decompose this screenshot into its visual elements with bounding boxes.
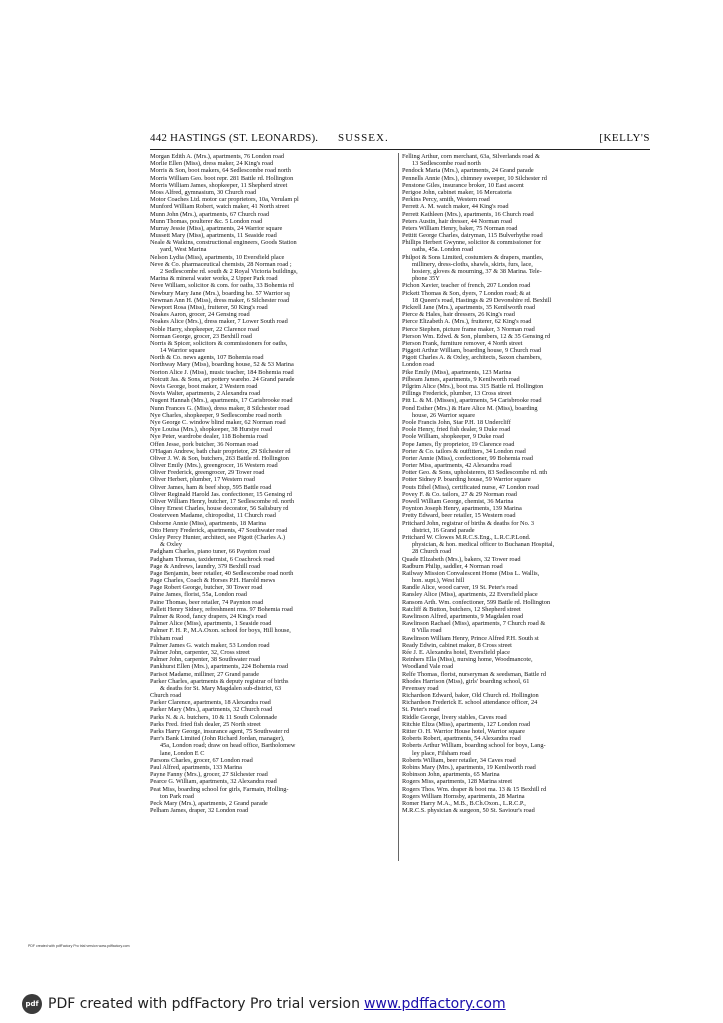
directory-entry: M.R.C.S. physician & surgeon, 50 St. Saviour's road (402, 807, 535, 815)
directory-entry: St. Peter's road (402, 706, 440, 714)
directory-entry: Randle Alice, wood carver, 19 St. Peter's road (402, 584, 518, 592)
directory-entry: Payne Fanny (Mrs.), grocer, 27 Silchester road (150, 771, 268, 779)
directory-entry: physician, & hon. medical officer to Buchanan Hospital, (412, 541, 555, 549)
directory-entry: O'Hagan Andrew, bath chair proprietor, 29 Silchester rd (150, 447, 291, 455)
directory-entry: Paine James, florist, 55a, London road (150, 591, 247, 599)
directory-entry: Pettitt George Charles, dairyman, 115 Bulverhythe road (402, 232, 543, 240)
directory-entry: Rhodes Harrison (Miss), girls' boarding school, 61 (402, 677, 530, 685)
footer-link[interactable]: www.pdffactory.com (363, 996, 506, 1012)
directory-entry: Noakes Aaron, grocer, 24 Gensing road (150, 311, 250, 319)
directory-entry: Rawlinson Rachael (Miss), apartments, 7 Church road & (402, 620, 546, 628)
directory-entry: Northway Mary (Miss), boarding house, 52 & 53 Marina (150, 361, 294, 369)
directory-entry: Parker Clarence, apartments, 18 Alexandra road (150, 699, 271, 707)
directory-entry: Mussett Mary (Miss), apartments, 11 Seaside road (150, 232, 277, 240)
directory-entry: Munn John (Mrs.), apartments, 67 Church road (150, 210, 270, 218)
directory-entry: Palmer Alice (Miss), apartments, 1 Seaside road (150, 620, 272, 628)
directory-entry: 13 Sedlescombe road north (412, 160, 481, 168)
directory-entry: Palmer F. H. P., M.A.Oxon. school for boys, Hill house, (150, 627, 291, 635)
directory-entry: Porter & Co. tailors & outfitters, 34 London road (402, 447, 526, 455)
directory-entry: Morris William Geo. boot repr. 281 Battle rd. Hollington (150, 174, 294, 182)
directory-entry: Norton Alice J. (Miss), music teacher, 184 Bohemia road (150, 368, 294, 376)
directory-entry: Olney Ernest Charles, house decorator, 56 Salisbury rd (150, 505, 289, 513)
directory-entry: Osborne Annie (Miss), apartments, 18 Marina (150, 519, 266, 527)
directory-entry: Pike Emily (Miss), apartments, 123 Marina (402, 368, 512, 376)
directory-entry: Filsham road (150, 634, 184, 642)
directory-entry: Roberts Robert, apartments, 54 Alexandra road (402, 735, 521, 743)
directory-entry: Pallett Henry Sidney, refreshment rms. 97 Bohemia road (150, 605, 293, 613)
directory-entry: Pierce Elizabeth A. (Mrs.), fruiterer, 62 King's road (402, 318, 532, 326)
directory-entry: Nye Peter, wardrobe dealer, 118 Bohemia road (150, 433, 268, 441)
directory-entry: Potter Geo. & Sons, upholsterers, 83 Sedlescombe rd. nth (402, 469, 548, 477)
directory-entry: Padgham Charles, piano tuner, 66 Paynton road (150, 548, 271, 556)
directory-entry: Pearce G. William, apartments, 32 Alexandra road (150, 778, 277, 786)
directory-entry: Novis George, boot maker, 2 Western road (150, 383, 258, 390)
directory-entry: Piggott Arthur William, boarding house, 9 Church road (402, 347, 542, 355)
directory-entry: ton Park road (160, 792, 194, 800)
directory-entry: Otto Henry Frederick, apartments, 47 Southwater road (150, 526, 288, 534)
directory-entry: district, 16 Grand parade (412, 526, 475, 534)
directory-entry: Pierson Wm. Edwd. & Son, plumbers, 12 & 35 Gensing rd (402, 332, 551, 340)
directory-entry: Poynton Joseph Henry, apartments, 139 Marina (402, 505, 522, 513)
directory-entry: Moss Alfred, gymnasium, 30 Church road (150, 188, 257, 196)
directory-entry: Pendock Maria (Mrs.), apartments, 24 Grand parade (402, 167, 534, 175)
directory-entry: Notcutt Jas. & Sons, art pottery wareho. 24 Grand parade (150, 375, 295, 383)
directory-entry: Rogers Thos. Wm. draper & boot ma. 13 & 15 Bexhill rd (402, 785, 547, 793)
directory-entry: Nelson Lydia (Miss), apartments, 10 Eversfield place (150, 253, 285, 261)
directory-entry: Ransom Arth. Wm. confectioner, 599 Battle rd. Hollington (402, 598, 551, 606)
directory-entry: Woodland Vale road (402, 663, 454, 671)
directory-entry: Railway Mission Convalescent Home (Miss L. Wallis, (402, 569, 540, 577)
directory-entry: Palmer John, carpenter, 32, Cross street (150, 648, 250, 656)
footer-text: PDF created with pdfFactory Pro trial version (48, 996, 360, 1012)
directory-entry: Porter Miss, apartments, 42 Alexandra road (402, 462, 512, 470)
directory-entry: Morris & Son, boot makers, 64 Sedlescombe road north (150, 167, 291, 175)
directory-entry: 8 Villa road (412, 627, 442, 635)
directory-entry: Ritter O. H. Warrior House hotel, Warrior square (402, 728, 525, 735)
directory-entry: Parker Charles, apartments & deputy registrar of births (150, 677, 289, 685)
directory-entry: Perkins Percy, smith, Western road (402, 196, 490, 204)
directory-entry: Palmer John, carpenter, 38 Southwater road (150, 656, 261, 664)
directory-entry: Ratcliff & Button, butchers, 12 Shepherd street (402, 605, 521, 613)
directory-entry: Munford William Robert, watch maker, 41 North street (150, 203, 290, 211)
directory-entry: Pankhurst Ellen (Mrs.), apartments, 224 Bohemia road (150, 663, 288, 671)
directory-entry: oaths, 45a. London road (412, 246, 474, 254)
directory-entry: Pritchard W. Clowes M.R.C.S.Eng., L.R.C.P.Lond. (402, 533, 531, 541)
directory-entry: Phillips Herbert Gwynne, solicitor & commissioner for (402, 239, 542, 247)
page-header (150, 132, 650, 148)
directory-entry: Pevensey road (402, 684, 439, 692)
directory-entry: Padgham Thomas, taxidermist, 6 Coachrock road (150, 555, 275, 563)
directory-entry: Page Charles, Coach & Horses P.H. Harold mews (150, 577, 276, 585)
directory-entry: Pond Esther (Mrs.) & Hare Alice M. (Miss), boarding (402, 404, 538, 412)
directory-entry: Peters William Henry, baker, 75 Norman road (402, 224, 518, 232)
directory-entry: Pilgrim Alice (Mrs.), boot ma. 315 Battle rd. Hollington (402, 383, 544, 390)
directory-entry: yard, West Marina (160, 246, 207, 254)
directory-entry: Neale & Watkins, constructional engineers, Goods Station (150, 239, 297, 247)
directory-entry: 45a, London road; draw on head office, Bartholomew (160, 742, 296, 750)
directory-entry: Newport Rosa (Miss), fruiterer, 50 King's road (150, 303, 268, 311)
directory-entry: Nye George C. window blind maker, 62 Norman road (150, 418, 286, 426)
directory-entry: Peat Miss, boarding school for girls, Farmain, Holling- (150, 785, 289, 793)
directory-entry: Roberts William, beer retailer, 34 Caves road (402, 756, 516, 764)
directory-entry: Newman Ann H. (Miss), dress maker, 6 Silchester road (150, 296, 290, 304)
directory-entry: Philpot & Sons Limited, costumiers & drapers, mantles, (402, 253, 544, 261)
directory-entry: Marina & mineral water works, 2 Upper Park road (150, 275, 278, 283)
directory-entry: lane, London E C (160, 749, 205, 757)
directory-entry: Radburn Philip, saddler, 4 Norman road (402, 562, 503, 570)
directory-entry: Oliver William Henry, butcher, 17 Sedlescombe rd. north (150, 498, 295, 505)
column-divider (398, 153, 399, 861)
directory-entry: Noble Harry, shopkeeper, 22 Clarence road (150, 325, 259, 333)
directory-entry: Pierson Frank, furniture remover, 4 North street (402, 339, 523, 347)
directory-entry: hosiery, gloves & mourning, 37 & 38 Marina. Tele- (412, 268, 542, 275)
directory-entry: Ready Edwin, cabinet maker, 8 Cross street (402, 641, 512, 649)
directory-entry: Relfe Thomas, florist, nurseryman & seedsman, Battle rd (402, 670, 546, 678)
directory-entry: Reinhers Ella (Miss), nursing home, Woodmancote, (402, 656, 533, 664)
directory-entry: Ritchie Eliza (Miss), apartments, 127 London road (402, 720, 531, 728)
directory-entry: Oliver Frederick, greengrocer, 29 Tower road (150, 469, 265, 477)
county-title: SUSSEX. (338, 132, 389, 144)
directory-entry: Romer Harry M.A., M.B., B.Ch.Oxon., L.R.C.P., (402, 799, 526, 807)
pdf-logo-icon: pdf (22, 994, 42, 1014)
directory-entry: Ransley Alice (Miss), apartments, 22 Eversfield place (402, 591, 538, 599)
directory-entry: house, 26 Warrior square (412, 411, 476, 419)
directory-entry: Pennells Annie (Mrs.), chimney sweeper, 10 Silchester rd (402, 174, 547, 182)
directory-entry: Norris & Spicer, solicitors & commissioners for oaths, (150, 339, 288, 347)
directory-entry: Povey F. & Co. tailors, 27 & 29 Norman road (402, 490, 517, 498)
directory-entry: Newbury Mary Jane (Mrs.), boarding ho. 57 Warrior sq (150, 289, 290, 297)
directory-entry: Oxley Percy Hunter, architect, see Pigott (Charles A.) (150, 533, 286, 541)
directory-entry: Rogers William Hornsby, apartments, 28 Marina (402, 792, 525, 800)
directory-entry: Pope James, fly proprietor, 19 Clarence road (402, 440, 515, 448)
directory-entry: Motor Coaches Ltd. motor car proprietors, 10a, Verulam pl (150, 196, 299, 204)
directory-entry: Parsons Charles, grocer, 67 London road (150, 756, 253, 764)
directory-entry: Oliver J. W. & Son, butchers, 263 Battle rd. Hollington (150, 454, 289, 462)
directory-entry: Porter Annie (Miss), confectioner, 99 Bohemia road (402, 454, 533, 462)
directory-entry: hon. supt.), West hill (412, 577, 465, 585)
publisher-mark: [KELLY'S (599, 132, 650, 144)
directory-entry: Murray Jessie (Miss), apartments, 24 Warrior square (150, 224, 283, 232)
directory-entry: Morgan Edith A. (Mrs.), apartments, 76 London road (150, 153, 285, 160)
directory-entry: North & Co. news agents, 107 Bohemia road (150, 354, 264, 362)
directory-entry: Rawlinson William Henry, Prince Alfred P.H. South st (402, 634, 539, 642)
directory-entry: Novis Walter, apartments, 2 Alexandra road (150, 390, 261, 398)
directory-entry: Perrett A. M. watch maker, 44 King's road (402, 203, 509, 211)
directory-entry: Oliver Herbert, plumber, 17 Western road (150, 476, 255, 484)
directory-entry: Pickrell Jane (Mrs.), apartments, 35 Kenilworth road (402, 303, 536, 311)
directory-entry: Munn Thomas, poulterer &c. 5 London road (150, 217, 263, 225)
directory-entry: Nugent Hannah (Mrs.), apartments, 17 Carisbrooke road (150, 397, 293, 405)
directory-entry: Perrett Kathleen (Mrs.), apartments, 16 Church road (402, 210, 534, 218)
directory-entry: Poole Francis John, Star P.H. 18 Undercliff (402, 418, 511, 426)
directory-entry: Church road (150, 692, 182, 700)
directory-entry: phone 35Y (412, 275, 440, 283)
directory-entry: Page Benjamin, beer retailer, 40 Sedlescombe road north (150, 569, 294, 577)
directory-entry: Robins Mary (Mrs.), apartments, 19 Kenilworth road (402, 763, 536, 771)
directory-entry: Pitt L. & M. (Misses), apartments, 54 Carisbrooke road (402, 397, 542, 405)
directory-entry: Parr's Bank Limited (John Richard Jordan, manager), (150, 735, 285, 743)
directory-entry: Poole William, shopkeeper, 9 Duke road (402, 433, 505, 441)
directory-entry: Nye Louisa (Mrs.), shopkeeper, 38 Hurstye road (150, 426, 272, 434)
directory-entry: Rée J. E. Alexandra hotel, Eversfield place (402, 648, 510, 656)
directory-entry: Palmer & Rood, fancy drapers, 24 King's road (150, 613, 267, 620)
directory-entry: Pritchard John, registrar of births & deaths for No. 3 (402, 519, 535, 527)
left-column (150, 153, 397, 814)
directory-entry: Penstone Giles, insurance broker, 10 East ascent (402, 181, 524, 189)
directory-entry: London road (402, 361, 435, 369)
directory-entry: Morlie Ellen (Miss), dress maker, 24 King's road (150, 160, 274, 168)
directory-entry: Parisot Madame, milliner, 27 Grand parade (150, 670, 260, 678)
directory-entry: Roberts Arthur William, boarding school for boys, Lang- (402, 742, 546, 750)
pdf-footer (22, 991, 506, 1017)
directory-entry: Oliver Reginald Harold Jas. confectioner, 15 Gensing rd (150, 490, 292, 498)
directory-entry: Page & Andrews, laundry, 379 Bexhill road (150, 562, 261, 570)
directory-entry: Oliver Emily (Mrs.), greengrocer, 16 Western road (150, 462, 278, 470)
directory-entry: 14 Warrior square (160, 347, 206, 355)
directory-entry: Paine Thomas, beer retailer, 74 Paynton road (150, 598, 264, 606)
directory-entry: Parker Mary (Mrs.), apartments, 32 Church road (150, 706, 273, 714)
directory-entry: Quade Elizabeth (Mrs.), bakers, 32 Tower road (402, 555, 521, 563)
directory-entry: Parks Harry George, insurance agent, 75 Southwater rd (150, 728, 290, 735)
directory-entry: Robinson John, apartments, 65 Marina (402, 771, 500, 779)
tiny-watermark-note: PDF created with pdfFactory Pro trial version www.pdffactory.com (28, 944, 130, 948)
directory-entry: Oosterveen Madame, chiropodist, 11 Church road (150, 512, 276, 520)
directory-entry: 18 Queen's road, Hastings & 29 Devonshire rd. Bexhill (412, 296, 552, 304)
directory-entry: Pouts Ethel (Miss), certificated nurse, 47 London road (402, 483, 539, 491)
directory-entry: Nye Charles, shopkeeper, 9 Sedlescombe road north (150, 411, 282, 419)
directory-entry: Pierce Stephen, picture frame maker, 3 Norman road (402, 325, 535, 333)
directory-entry: Richardson Frederick E. school attendance officer, 24 (402, 699, 538, 707)
directory-entry: Palmer James G. watch maker, 53 London road (150, 641, 270, 649)
page-number-and-place: 442 HASTINGS (ST. LEONARDS). (150, 132, 319, 144)
directory-entry: Morris William James, shopkeeper, 11 Shepherd street (150, 181, 288, 189)
directory-entry: & Oxley (160, 541, 182, 549)
directory-entry: Peters Austin, hair dresser, 44 Norman road (402, 217, 512, 225)
directory-entry: Neve William, solicitor & com. for oaths, 33 Bohemia rd (150, 282, 294, 290)
directory-entry: Potter Sidney P. boarding house, 59 Warrior square (402, 476, 531, 484)
directory-entry: Offen Jesse, pork butcher, 36 Norman road (150, 440, 259, 448)
directory-entry: Parks N. & A. butchers, 10 & 11 South Colonnade (150, 713, 278, 721)
directory-entry: Perigoe John, cabinet maker, 16 Mercatoria (402, 188, 512, 196)
directory-entry: Pelham James, draper, 32 London road (150, 807, 249, 815)
directory-entry: Pigott Charles A. & Oxley, architects, Saxon chambers, (402, 354, 542, 362)
directory-entry: Oliver James, ham & beef shop, 595 Battle road (150, 483, 272, 491)
directory-entry: 2 Sedlescombe rd. south & 2 Royal Victoria buildings, (160, 268, 298, 275)
directory-entry: Parks Fred. fried fish dealer, 25 North street (150, 720, 261, 728)
directory-entry: Page Robert George, butcher, 30 Tower road (150, 584, 263, 592)
directory-entry: Rogers Miss, apartments, 128 Marina street (402, 778, 512, 786)
header-rule (150, 149, 650, 150)
directory-entry: Pierce & Hales, hair dressers, 26 King's road (402, 311, 515, 319)
directory-entry: Pilbeam James, apartments, 9 Kenilworth road (402, 375, 520, 383)
directory-entry: Peck Mary (Mrs.), apartments, 2 Grand parade (150, 799, 268, 807)
directory-entry: Neve & Co. pharmaceutical chemists, 28 Norman road ; (150, 260, 292, 268)
directory-entry: 28 Church road (412, 548, 452, 556)
directory-entry: Richardson Edward, baker, Old Church rd. Hollington (402, 692, 539, 700)
directory-entry: Pickett Thomas & Son, dyers, 7 London road; & at (402, 289, 531, 297)
directory-entry: Pichon Xavier, teacher of french, 207 London road (402, 282, 531, 290)
directory-entry: millinery, dress-cloths, shawls, skirts, furs, lace, (412, 260, 533, 268)
directory-entry: ley place, Filsham road (412, 749, 471, 757)
directory-entry: Paul Alfred, apartments, 133 Marina (150, 763, 242, 771)
directory-entry: Noakes Alice (Mrs.), dress maker, 7 Lower South road (150, 318, 288, 326)
directory-entry: Riddle George, livery stables, Caves road (402, 713, 507, 721)
directory-entry: Pillings Frederick, plumber, 13 Cross street (402, 390, 512, 398)
directory-entry: Poole Henry, fried fish dealer, 9 Duke road (402, 426, 511, 434)
directory-entry: Nunn Frances G. (Miss), dress maker, 8 Silchester road (150, 404, 290, 412)
directory-entry: Powell William George, chemist, 36 Marina (402, 498, 514, 505)
directory-entry: Norman George, grocer, 23 Bexhill road (150, 332, 252, 340)
directory-entry: Felling Arthur, corn merchant, 63a, Silverlands road & (402, 153, 540, 160)
directory-entry: Pretty Edward, beer retailer, 15 Western road (402, 512, 516, 520)
right-column (402, 153, 649, 814)
directory-entry: Rawlinson Alfred, apartments, 9 Magdalen road (402, 613, 524, 620)
directory-entry: & deaths for St. Mary Magdalen sub-district, 63 (160, 684, 282, 692)
